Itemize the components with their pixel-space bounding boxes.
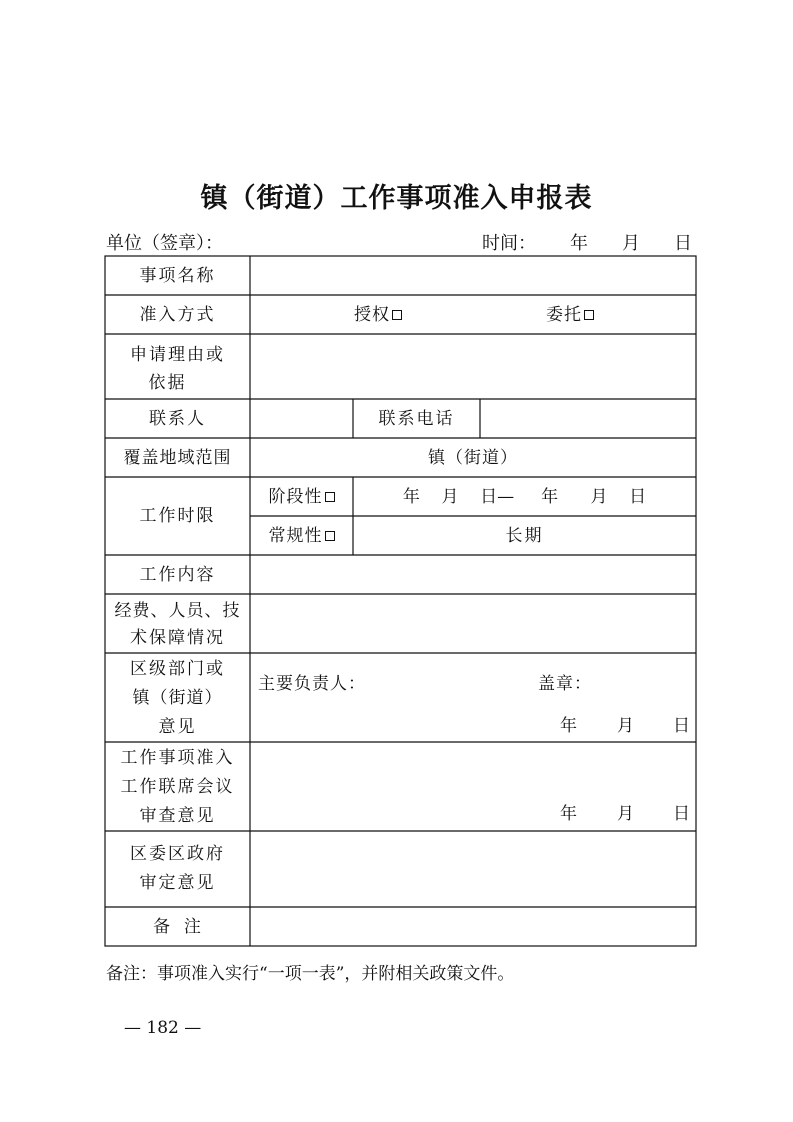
page-title: 镇（街道）工作事项准入申报表 xyxy=(200,183,593,214)
principal-label: 主要负责人： xyxy=(258,674,366,694)
dept-month-label: 月 xyxy=(617,716,634,736)
reason-label-line2: 依据 xyxy=(148,373,187,393)
district-dept-label-line1: 区级部门或 xyxy=(130,659,225,679)
month-label: 月 xyxy=(622,233,640,254)
meeting-day-label: 日 xyxy=(673,804,690,824)
long-term-value: 长期 xyxy=(505,526,544,546)
meeting-month-label: 月 xyxy=(617,804,634,824)
regular-label: 常规性 xyxy=(268,526,323,546)
meeting-label-line1: 工作事项准入 xyxy=(120,748,235,768)
authorize-checkbox[interactable] xyxy=(392,310,402,320)
meeting-year-label: 年 xyxy=(560,804,577,824)
page-number: — 182 — xyxy=(124,1018,202,1038)
unit-seal-label: 单位（签章）： xyxy=(106,233,223,254)
phase-checkbox[interactable] xyxy=(325,492,335,502)
contact-person-label: 联系人 xyxy=(149,409,206,429)
funds-label-line1: 经费、人员、技 xyxy=(114,601,241,621)
authorize-option[interactable] xyxy=(348,301,408,329)
phase-date-range: 年 月 日— 年 月 日 xyxy=(402,487,647,507)
committee-label-line1: 区委区政府 xyxy=(130,844,225,864)
footnote: 备注：事项准入实行“一项一表”，并附相关政策文件。 xyxy=(106,964,515,984)
funds-label-line2: 术保障情况 xyxy=(130,628,225,648)
coverage-label: 覆盖地域范围 xyxy=(123,448,232,468)
meeting-label-line3: 审查意见 xyxy=(139,806,216,826)
work-content-label: 工作内容 xyxy=(139,565,216,585)
seal-label: 盖章： xyxy=(538,674,592,694)
access-method-label: 准入方式 xyxy=(139,305,216,325)
regular-checkbox[interactable] xyxy=(325,531,335,541)
entrust-checkbox[interactable] xyxy=(584,310,594,320)
entrust-label: 委托 xyxy=(546,305,582,325)
meeting-label-line2: 工作联席会议 xyxy=(120,777,235,797)
district-dept-label-line2: 镇（街道） xyxy=(132,688,223,708)
dept-year-label: 年 xyxy=(560,716,577,736)
contact-phone-label: 联系电话 xyxy=(378,409,455,429)
district-dept-label-line3: 意见 xyxy=(158,717,197,737)
coverage-value: 镇（街道） xyxy=(428,448,518,468)
work-period-label: 工作时限 xyxy=(139,506,216,526)
reason-label-line1: 申请理由或 xyxy=(130,345,225,365)
entrust-option[interactable] xyxy=(540,301,600,329)
year-label: 年 xyxy=(570,233,588,254)
item-name-label: 事项名称 xyxy=(139,266,216,286)
phase-label: 阶段性 xyxy=(268,487,323,507)
time-label: 时间： xyxy=(482,233,536,254)
committee-label-line2: 审定意见 xyxy=(139,873,216,893)
remarks-label: 备 注 xyxy=(153,917,202,937)
dept-day-label: 日 xyxy=(673,716,690,736)
authorize-label: 授权 xyxy=(354,305,390,325)
regular-option[interactable] xyxy=(250,522,353,550)
phase-option[interactable] xyxy=(250,483,353,511)
day-label: 日 xyxy=(674,233,692,254)
